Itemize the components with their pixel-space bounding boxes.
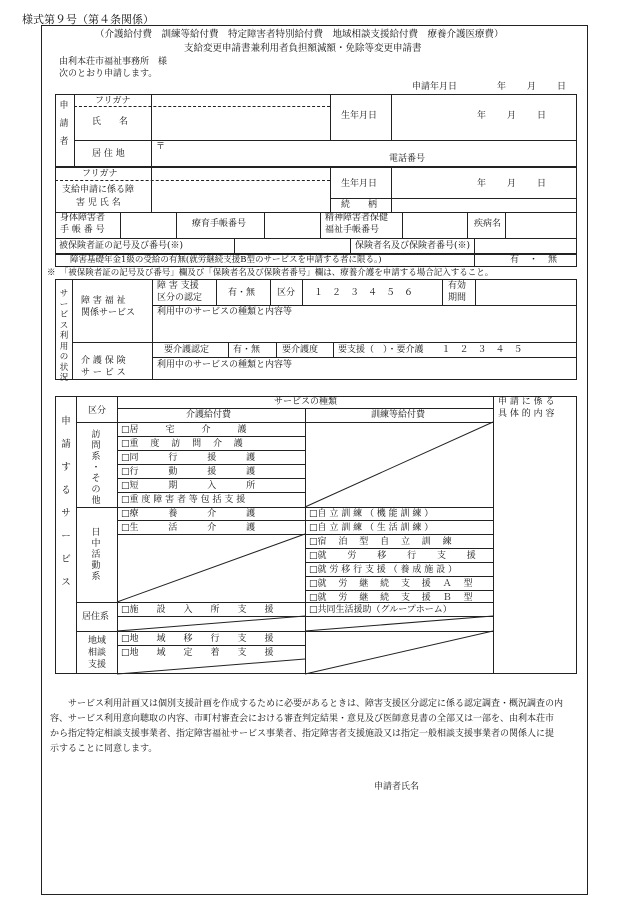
care-cert-label: 要介護認定 bbox=[164, 345, 210, 355]
using-services-label-2: 利用中のサービスの種類と内容等 bbox=[157, 360, 293, 370]
kubun-umu[interactable]: 有・無 bbox=[228, 288, 256, 298]
kaigo-header: 介護給付費 bbox=[186, 410, 232, 420]
welfare-label-1: 障 害 福 祉 bbox=[81, 296, 126, 306]
valid-label-1: 有効 bbox=[448, 281, 467, 291]
care-level-label: 要介護度 bbox=[282, 345, 319, 355]
ryoiku-handbook-label: 療育手帳番号 bbox=[192, 219, 247, 229]
child-name-label-1: 支給申請に係る障 bbox=[62, 185, 135, 195]
detail-header-2: 具 体 的 内 容 bbox=[498, 409, 555, 419]
visit-item-1[interactable]: □居 宅 介 護 bbox=[121, 425, 247, 435]
child-relation-label: 続 柄 bbox=[341, 200, 378, 210]
types-header: サービスの種類 bbox=[274, 397, 338, 407]
consent-line-1: サービス利用計画又は個別支援計画を作成するために必要があるときは、障害支援区分認定に係る認定調査・概況調査の内 bbox=[68, 699, 564, 709]
child-birth-y: 年 bbox=[477, 179, 487, 189]
res-kunren[interactable]: □共同生活援助（グループホーム） bbox=[309, 605, 452, 615]
day-kunren-2[interactable]: □自 立 訓 練 （ 生 活 訓 練 ） bbox=[309, 523, 434, 533]
day-label: 日 中 活 動 系 bbox=[91, 528, 101, 582]
visit-label: 訪 問 系 ・ そ の 他 bbox=[91, 430, 101, 506]
pension-yes[interactable]: 有 bbox=[510, 255, 520, 265]
kubun-cert-label-2: 区分の認定 bbox=[157, 293, 203, 303]
detail-header-1: 申 請 に 係 る bbox=[498, 397, 555, 407]
visit-item-3[interactable]: □同 行 援 護 bbox=[121, 453, 256, 463]
service-side-label: 申 請 す る サ ー ビ ス bbox=[61, 416, 71, 588]
intro-text: 次のとおり申請します。 bbox=[59, 69, 158, 79]
welfare-label-2: 関係サービス bbox=[81, 308, 136, 318]
valid-label-2: 期間 bbox=[448, 293, 467, 303]
date-day: 日 bbox=[557, 82, 567, 92]
child-birth-d: 日 bbox=[537, 179, 547, 189]
day-kunren-6[interactable]: □就 労 継 続 支 援 Ａ 型 bbox=[309, 579, 473, 589]
insurance-note: ※ 「被保険者証の記号及び番号」欄及び「保険者名及び保険者番号」欄は、療養介護を申請する場合記入すること。 bbox=[47, 268, 494, 278]
visit-item-2[interactable]: □重 度 訪 問 介 護 bbox=[121, 439, 243, 449]
pension-no[interactable]: 無 bbox=[548, 255, 558, 265]
care-label-2: サ ー ビ ス bbox=[81, 368, 126, 378]
disease-label: 疾病名 bbox=[474, 219, 502, 229]
comm-label-1: 地域 bbox=[88, 636, 107, 646]
res-label: 居住系 bbox=[82, 612, 110, 622]
applicant-birth-m: 月 bbox=[507, 111, 517, 121]
care-umu[interactable]: 有・無 bbox=[233, 345, 261, 355]
date-label: 申請年月日 bbox=[412, 82, 458, 92]
signature-label: 申請者氏名 bbox=[374, 782, 420, 792]
consent-line-3: から指定特定相談支援事業者、指定障害福祉サービス事業者、指定障害者支援施設又は指定一般相談支援事業者の関係人に提 bbox=[50, 729, 555, 739]
date-month: 月 bbox=[527, 82, 537, 92]
day-kunren-3[interactable]: □宿 泊 型 自 立 訓 練 bbox=[309, 537, 452, 547]
phone-label: 電話番号 bbox=[389, 154, 426, 164]
res-kaigo[interactable]: □施 設 入 所 支 援 bbox=[121, 605, 274, 615]
comm-label-2: 相談 bbox=[88, 648, 107, 658]
visit-item-4[interactable]: □行 動 援 護 bbox=[121, 467, 256, 477]
form-number: 様式第９号（第４条関係） bbox=[22, 13, 154, 26]
physical-handbook-label-2: 手 帳 番 号 bbox=[60, 225, 105, 235]
date-year: 年 bbox=[497, 82, 507, 92]
applicant-side-label: 申 請 者 bbox=[59, 101, 69, 147]
care-label-1: 介 護 保 険 bbox=[81, 356, 126, 366]
title-line1: （介護給付費 訓練等給付費 特定障害者特別給付費 地域相談支援給付費 療養介護医療費） bbox=[95, 29, 504, 40]
care-support-levels[interactable]: 要支援（ ）・要介護 １ ２ ３ ４ ５ bbox=[338, 345, 523, 355]
applicant-furigana-label: フリガナ bbox=[95, 96, 131, 106]
kubun-header: 区分 bbox=[88, 406, 107, 416]
day-kunren-4[interactable]: □就 労 移 行 支 援 bbox=[309, 551, 476, 561]
kubun-label: 区分 bbox=[277, 288, 296, 298]
pension-dot: ・ bbox=[529, 255, 539, 265]
usage-side-label: サ ー ビ ス 利 用 の 状 況 bbox=[59, 289, 69, 383]
day-kunren-5[interactable]: □就 労 移 行 支 援 （ 養 成 施 設 ） bbox=[309, 565, 457, 575]
child-furigana-label: フリガナ bbox=[82, 169, 118, 179]
day-kaigo-1[interactable]: □療 養 介 護 bbox=[121, 509, 256, 519]
insured-label: 被保険者証の記号及び番号(※) bbox=[59, 241, 184, 251]
comm-label-3: 支援 bbox=[88, 660, 107, 670]
visit-item-5[interactable]: □短 期 入 所 bbox=[121, 481, 256, 491]
comm-item-1[interactable]: □地 域 移 行 支 援 bbox=[121, 634, 274, 644]
day-kaigo-2[interactable]: □生 活 介 護 bbox=[121, 523, 256, 533]
pension-label: 障害基礎年金1級の受給の有無(就労継続支援B型のサービスを申請する者に限る。) bbox=[70, 255, 382, 265]
physical-handbook-label-1: 身体障害者 bbox=[60, 213, 106, 223]
kubun-levels[interactable]: １ ２ ３ ４ ５ ６ bbox=[314, 288, 414, 298]
comm-item-2[interactable]: □地 域 定 着 支 援 bbox=[121, 648, 274, 658]
consent-line-2: 容、サービス利用意向聴取の内容、市町村審査会における審査判定結果・意見及び医師意見書の全部又は一部を、由利本荘市 bbox=[50, 714, 555, 724]
visit-item-6[interactable]: □重 度 障 害 者 等 包 括 支 援 bbox=[121, 495, 246, 505]
child-birth-label: 生年月日 bbox=[341, 179, 378, 189]
child-birth-m: 月 bbox=[507, 179, 517, 189]
day-kunren-1[interactable]: □自 立 訓 練 （ 機 能 訓 練 ） bbox=[309, 509, 434, 519]
applicant-name-label: 氏 名 bbox=[92, 117, 129, 127]
applicant-address-label: 居 住 地 bbox=[92, 149, 125, 159]
applicant-birth-y: 年 bbox=[477, 111, 487, 121]
mental-handbook-label-2: 福祉手帳番号 bbox=[325, 225, 380, 235]
kubun-cert-label-1: 障 害 支援 bbox=[157, 281, 199, 291]
applicant-birth-d: 日 bbox=[537, 111, 547, 121]
child-name-label-2: 害 児 氏 名 bbox=[76, 198, 121, 208]
using-services-label: 利用中のサービスの種類と内容等 bbox=[157, 307, 293, 317]
consent-line-4: 示することに同意します。 bbox=[50, 744, 158, 754]
kunren-header: 訓練等給付費 bbox=[371, 410, 426, 420]
addressee: 由利本荘市福祉事務所 様 bbox=[59, 57, 168, 67]
applicant-birth-label: 生年月日 bbox=[341, 111, 378, 121]
title-line2: 支給変更申請書兼利用者負担額減額・免除等変更申請書 bbox=[184, 43, 422, 54]
insurer-label: 保険者名及び保険者番号(※) bbox=[355, 241, 471, 251]
mental-handbook-label-1: 精神障害者保健 bbox=[325, 213, 389, 223]
day-kunren-7[interactable]: □就 労 継 続 支 援 Ｂ 型 bbox=[309, 593, 473, 603]
postal-mark: 〒 bbox=[156, 142, 166, 152]
